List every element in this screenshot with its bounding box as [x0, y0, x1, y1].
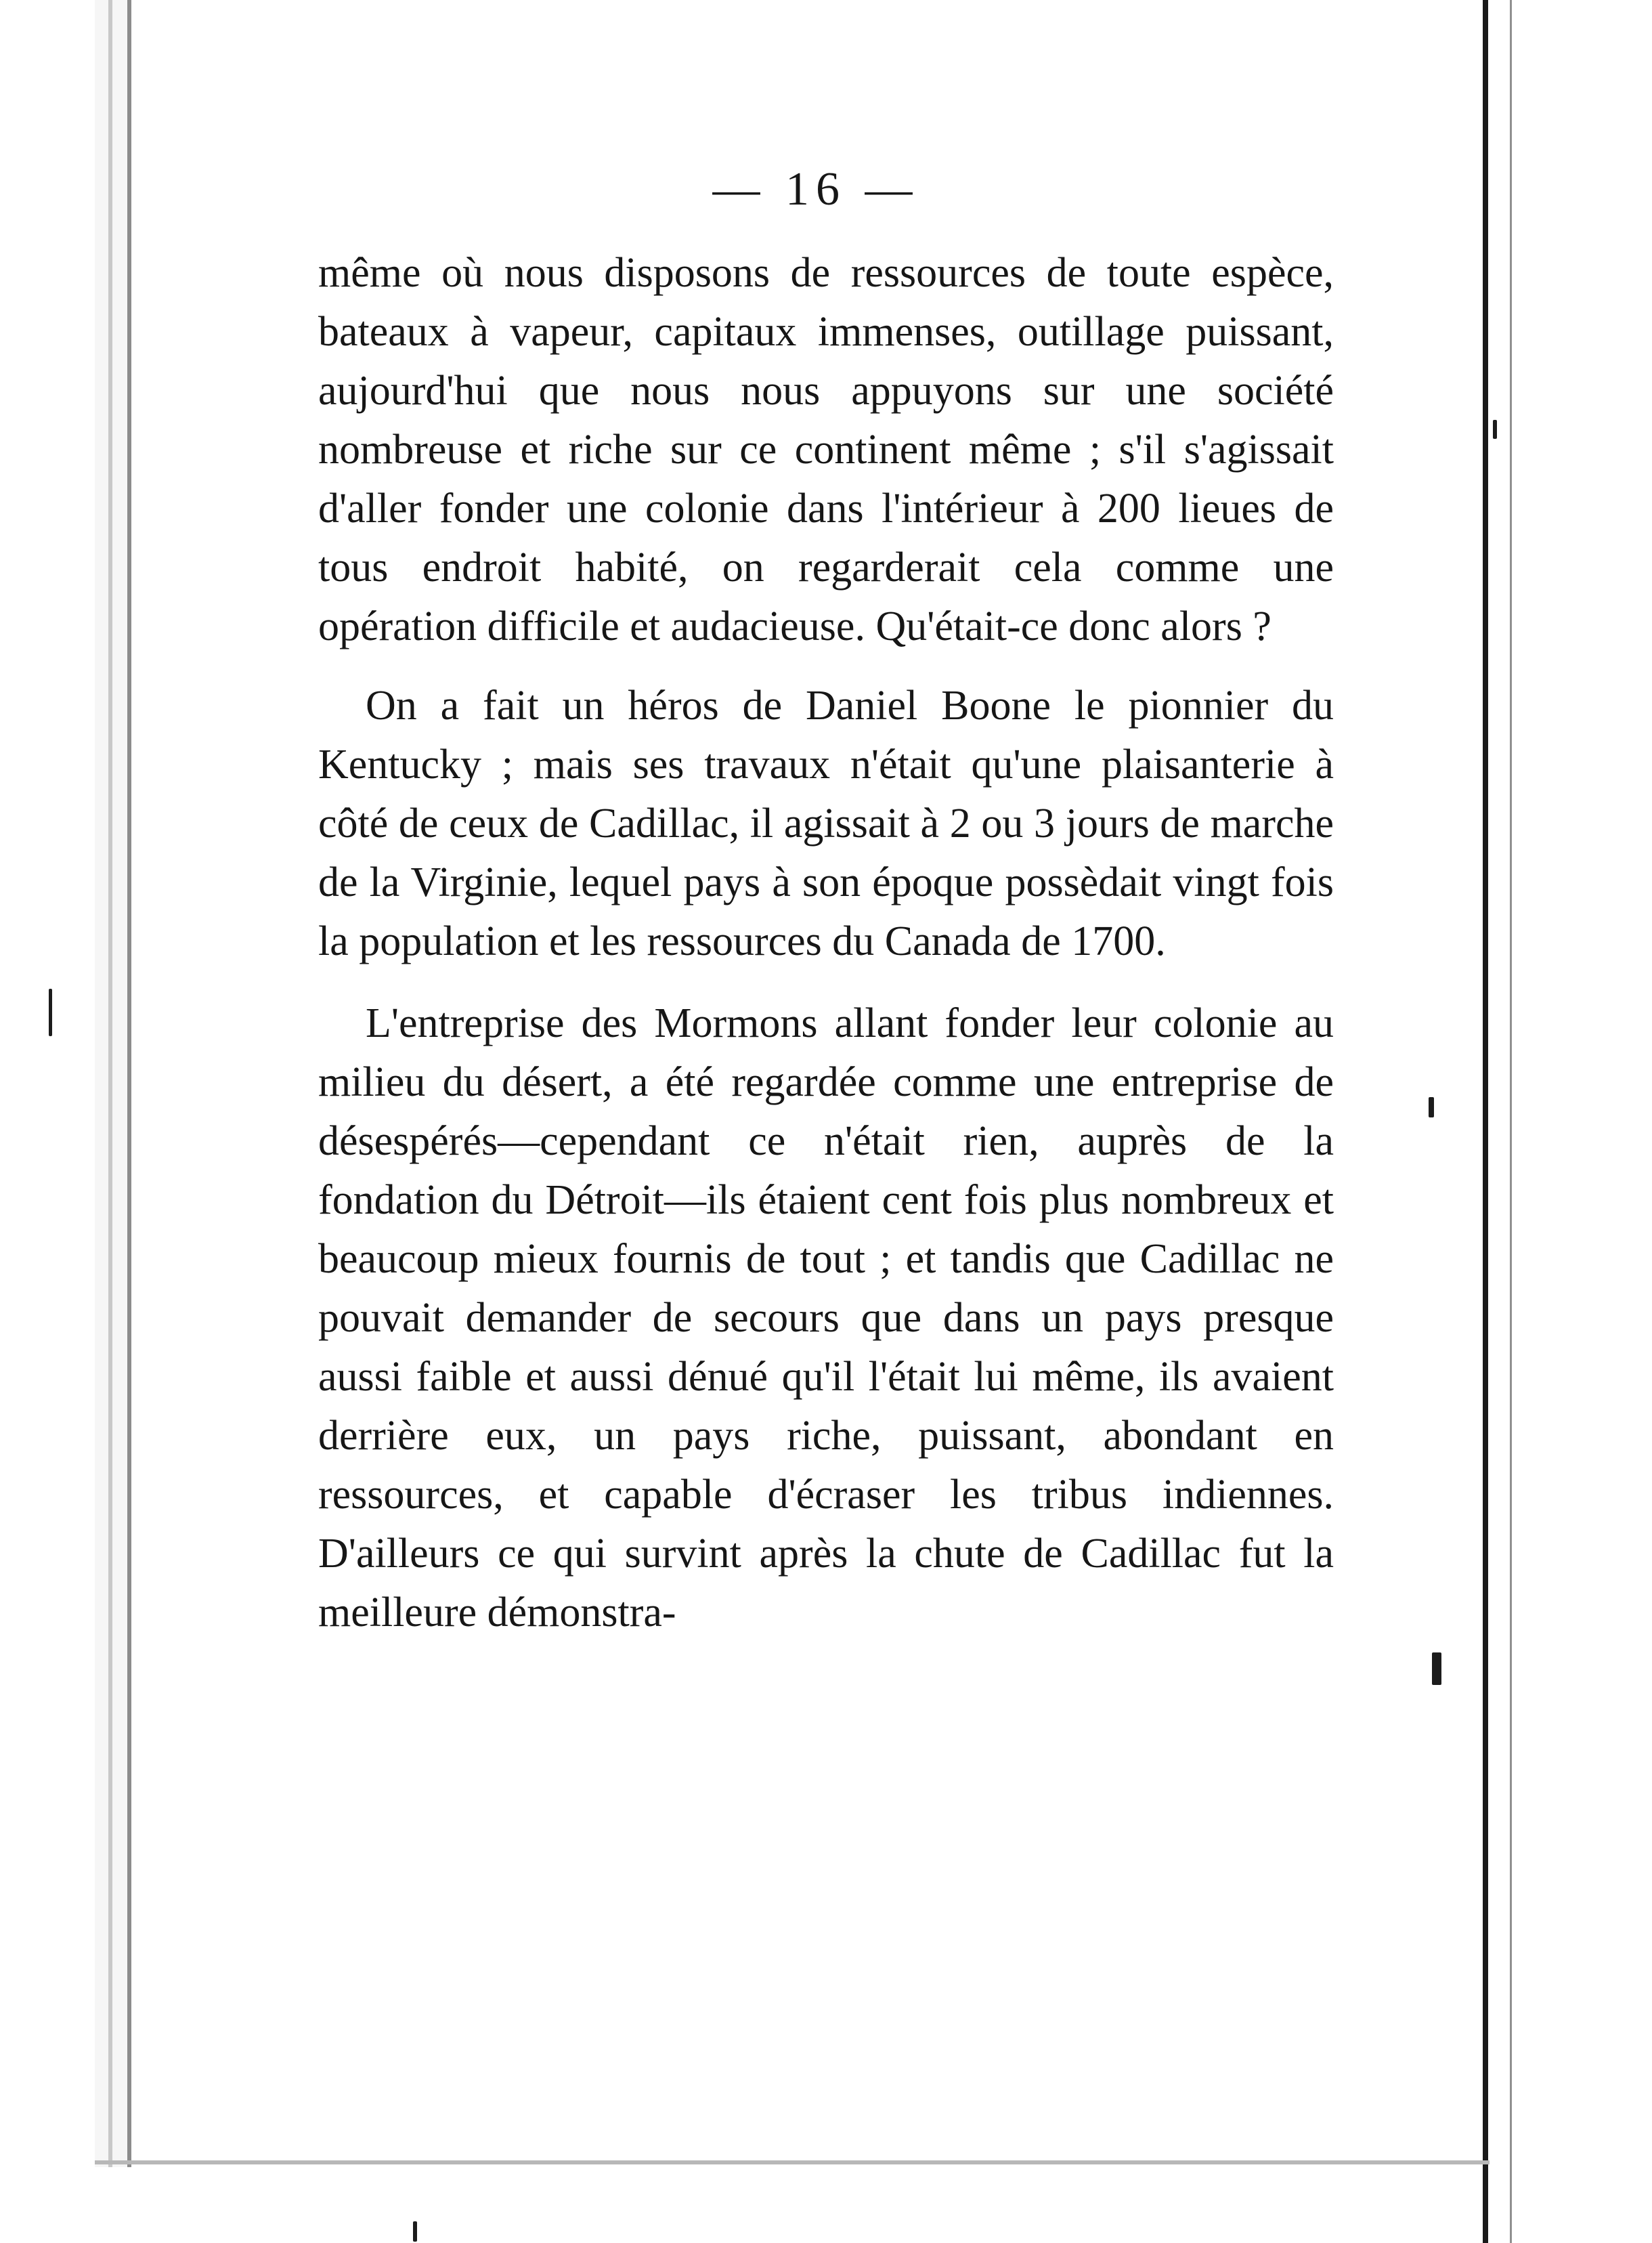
scan-mark [1493, 420, 1497, 439]
scan-mark [1429, 1097, 1434, 1117]
left-page-edge [95, 0, 131, 2167]
book-page [291, 149, 1341, 1978]
page-body [318, 244, 1334, 1642]
scan-mark [413, 2221, 417, 2242]
page-number: — 16 — [712, 163, 919, 215]
paragraph-1: même où nous disposons de ressources de toute espèce, bateaux à vapeur, capitaux immenses, outillage puissant, aujourd'hui que nous nous appuyons sur une société nombreuse et riche sur ce continent même ; s'il s'agissait d'aller fonder une colonie dans l'intérieur à 200 lieues de tous endroit habité, on regarderait cela comme une opération difficile et audacieuse. Qu'était-ce donc alors ? [318, 250, 1334, 649]
paragraph-2: On a fait un héros de Daniel Boone le pionnier du Kentucky ; mais ses travaux n'était qu'une plaisanterie à côté de ceux de Cadillac, il agissait à 2 ou 3 jours de marche de la Virginie, lequel pays à son époque possèdait vingt fois la population et les ressources du Canada de 1700. [318, 683, 1334, 964]
bottom-page-edge [95, 2160, 1490, 2164]
right-page-edge-shadow [1510, 0, 1512, 2243]
scan-mark [1432, 1652, 1441, 1685]
paragraph-3: L'entreprise des Mormons allant fonder leur colonie au milieu du désert, a été regardée comme une entreprise de désespérés—cependant ce n'était rien, auprès de la fondation du Détroit—ils étaient cent fois plus nombreux et beaucoup mieux fournis de tout ; et tandis que Cadillac ne pouvait demander de secours que dans un pays presque aussi faible et aussi dénué qu'il l'était lui même, ils avaient derrière eux, un pays riche, puissant, abondant en ressources, et capable d'écraser les tribus indiennes. D'ailleurs ce qui survint après la chute de Cadillac fut la meilleure démonstra- [318, 1000, 1334, 1636]
scan-mark [49, 989, 52, 1036]
right-page-edge [1483, 0, 1488, 2243]
